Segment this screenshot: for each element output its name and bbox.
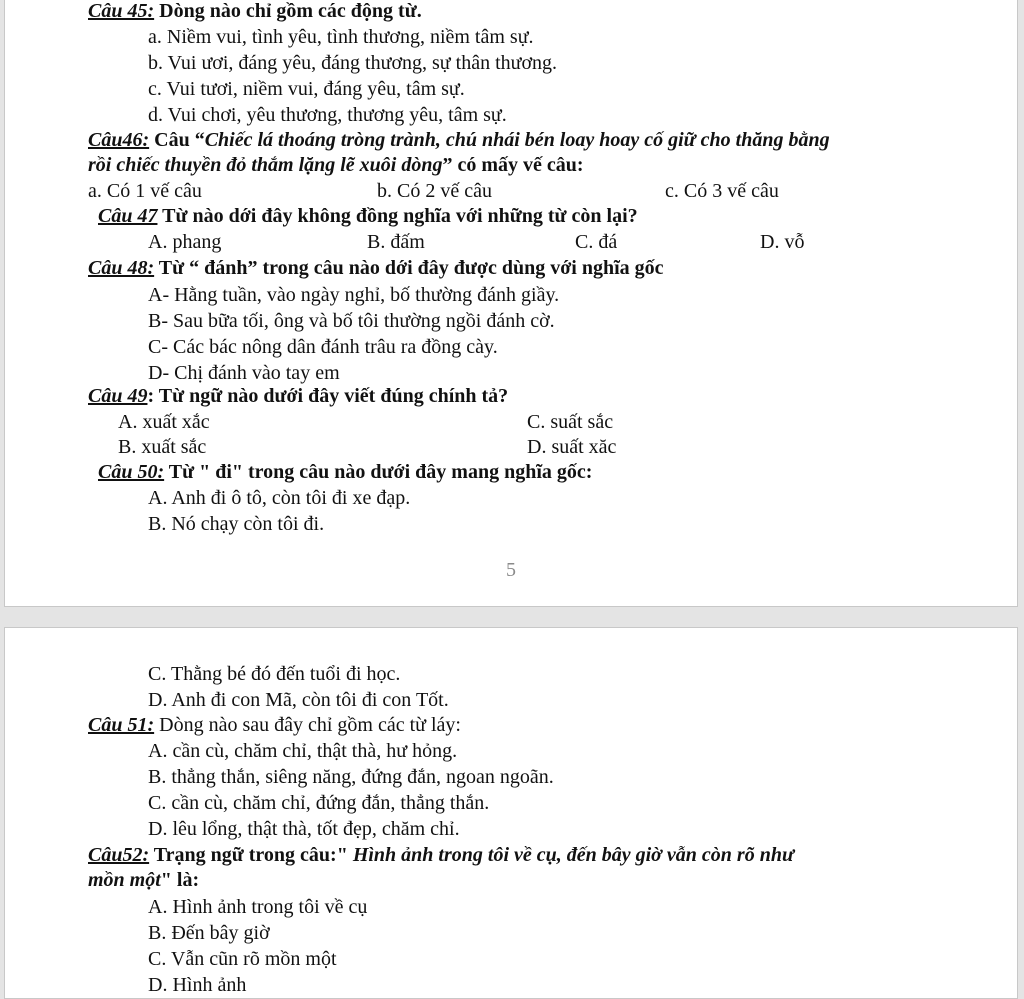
option: C. đá [575,231,618,253]
question-label: Câu 49 [88,385,148,407]
question-text: Từ nào dới đây không đồng nghĩa với những từ còn lại? [157,205,638,227]
quoted-sentence: Hình ảnh trong tôi về cụ, đến bây giờ vẫn còn rõ như [352,844,794,866]
quoted-sentence: rồi chiếc thuyền đỏ thắm lặng lẽ xuôi dòng [88,154,443,176]
option: C. cần cù, chăm chỉ, đứng đắn, thẳng thắn. [148,792,490,814]
option: A. xuất xắc [118,411,210,433]
question-label: Câu 48: [88,257,155,279]
option: C. Thằng bé đó đến tuổi đi học. [148,663,401,685]
question-label: Câu 45: [88,0,155,22]
option: D. suất xăc [527,436,617,458]
option: c. Có 3 vế câu [665,180,779,202]
question-47 [98,204,638,228]
document-page-2 [4,627,1018,999]
question-45 [88,0,422,23]
option: A. Hình ảnh trong tôi về cụ [148,896,368,918]
option: C- Các bác nông dân đánh trâu ra đồng cày. [148,336,498,358]
option: b. Vui ươi, đáng yêu, đáng thương, sự thân thương. [148,52,558,74]
option: D. Anh đi con Mã, còn tôi đi con Tốt. [148,689,449,711]
question-text: Dòng nào chỉ gồm các động từ. [154,0,422,22]
question-label: Câu46: [88,129,150,151]
question-label: Câu 51: [88,714,155,736]
document-page-1 [4,0,1018,607]
option: A. phang [148,231,222,253]
question-49 [88,384,508,408]
option: B. xuất sắc [118,436,207,458]
question-52-cont [88,868,199,892]
question-52 [88,843,794,867]
option: C. Vẫn cũn rõ mồn một [148,948,337,970]
option: D. Hình ảnh [148,974,247,996]
question-46-cont [88,153,584,177]
option: B. Nó chạy còn tôi đi. [148,513,325,535]
question-46 [88,128,830,152]
question-label: Câu 47 [98,205,158,227]
option: D. vỗ [760,231,805,253]
option: B. đấm [367,231,425,253]
question-label: Câu52: [88,844,150,866]
option: d. Vui chơi, yêu thương, thương yêu, tâm sự. [148,104,507,126]
question-text: ” có mấy vế câu: [442,154,584,176]
option: B. thẳng thắn, siêng năng, đứng đắn, ngoan ngoãn. [148,766,554,788]
question-51 [88,713,461,737]
question-text: Từ “ đánh” trong câu nào dới đây được dùng với nghĩa gốc [154,257,664,279]
question-48 [88,256,664,280]
option: b. Có 2 vế câu [377,180,492,202]
question-text: " là: [160,869,200,891]
option: C. suất sắc [527,411,614,433]
question-text: Dòng nào sau đây chỉ gồm các từ láy: [154,714,461,736]
question-text: : Từ ngữ nào dưới đây viết đúng chính tả? [147,385,509,407]
option: c. Vui tươi, niềm vui, đáng yêu, tâm sự. [148,78,465,100]
option: a. Có 1 vế câu [88,180,202,202]
question-50 [98,460,592,484]
question-text: Từ " đi" trong câu nào dưới đây mang nghĩa gốc: [164,461,593,483]
question-text: Trạng ngữ trong câu:" [149,844,353,866]
option: B. Đến bây giờ [148,922,270,944]
option: D- Chị đánh vào tay em [148,362,340,384]
option: a. Niềm vui, tình yêu, tình thương, niềm tâm sự. [148,26,534,48]
quoted-sentence: mồn một [88,869,161,891]
option: A. Anh đi ô tô, còn tôi đi xe đạp. [148,487,411,509]
question-text: Câu “ [149,129,205,151]
option: A- Hằng tuần, vào ngày nghỉ, bố thường đánh giầy. [148,284,560,306]
page-number: 5 [506,559,516,581]
option: B- Sau bữa tối, ông và bố tôi thường ngồi đánh cờ. [148,310,555,332]
option: A. cần cù, chăm chỉ, thật thà, hư hỏng. [148,740,458,762]
question-label: Câu 50: [98,461,165,483]
option: D. lêu lổng, thật thà, tốt đẹp, chăm chỉ. [148,818,460,840]
quoted-sentence: Chiếc lá thoáng tròng trành, chú nhái bén loay hoay cố giữ cho thăng bằng [204,129,830,151]
